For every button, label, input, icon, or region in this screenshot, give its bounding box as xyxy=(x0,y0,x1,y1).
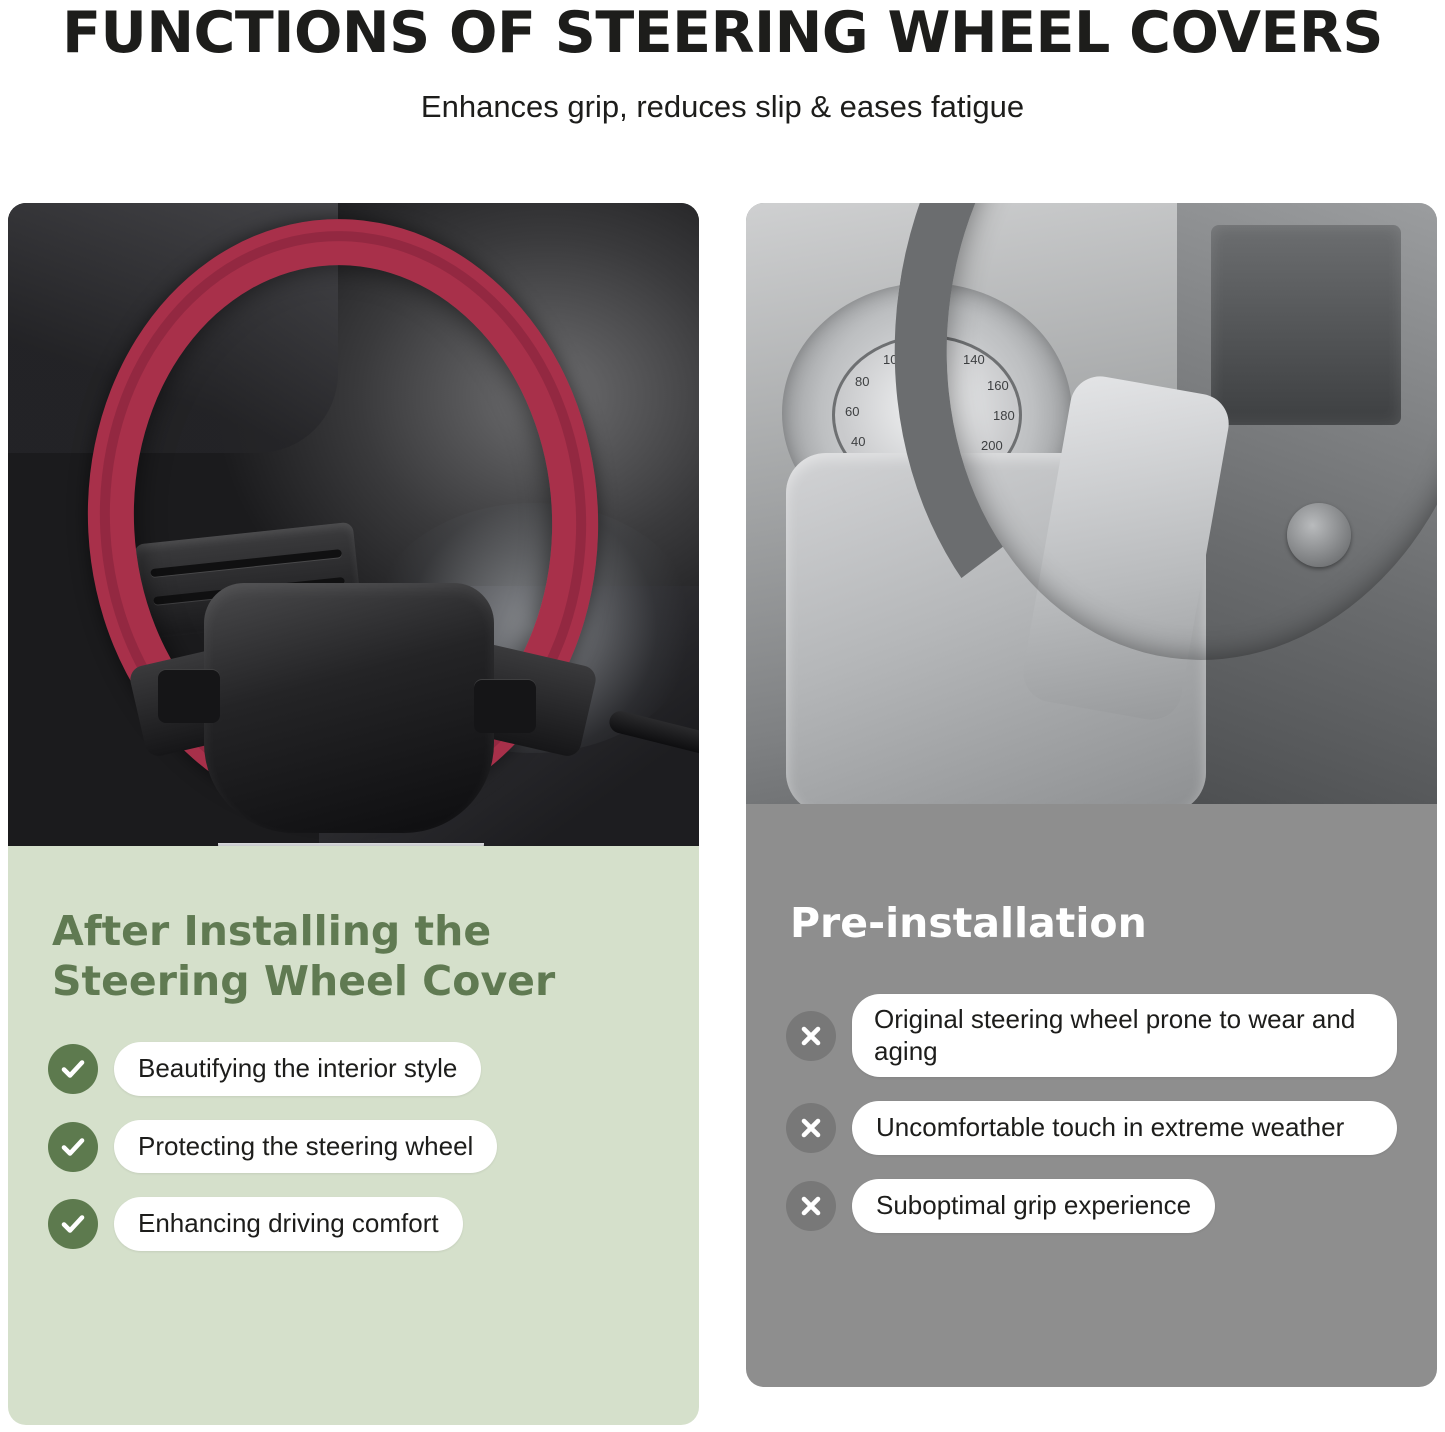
issue-label: Original steering wheel prone to wear and aging xyxy=(852,994,1397,1077)
benefit-label: Protecting the steering wheel xyxy=(114,1120,497,1174)
worn-steering-wheel-image xyxy=(746,203,1437,804)
header xyxy=(0,0,1445,124)
after-installation-photo xyxy=(8,203,699,846)
wheel-button-pad-left xyxy=(158,669,220,723)
cross-icon xyxy=(786,1181,836,1231)
list-item xyxy=(786,1179,1397,1233)
after-installation-body xyxy=(8,846,699,1251)
list-item xyxy=(48,1197,659,1251)
cross-icon xyxy=(786,1103,836,1153)
benefit-label: Enhancing driving comfort xyxy=(114,1197,463,1251)
pre-installation-panel xyxy=(746,203,1437,1387)
speedometer-tick-labels: 40 60 80 100 120 140 160 180 200 xyxy=(845,344,1015,453)
hub-chrome-strip xyxy=(218,843,484,846)
check-icon xyxy=(48,1199,98,1249)
wheel-button-pad-right xyxy=(474,679,536,733)
check-icon xyxy=(48,1044,98,1094)
car-interior-image xyxy=(8,203,699,846)
pre-installation-issue-list xyxy=(772,994,1411,1233)
list-item xyxy=(48,1120,659,1174)
list-item xyxy=(48,1042,659,1096)
after-installation-heading: After Installing the Steering Wheel Cover xyxy=(52,907,556,1006)
benefit-label: Beautifying the interior style xyxy=(114,1042,481,1096)
page-subtitle: Enhances grip, reduces slip & eases fatigue xyxy=(420,88,1025,124)
comparison-panels xyxy=(8,203,1437,1425)
after-installation-benefit-list xyxy=(34,1042,673,1251)
check-icon xyxy=(48,1122,98,1172)
pre-installation-body xyxy=(746,804,1437,1233)
steering-wheel-hub xyxy=(204,583,494,833)
cross-icon xyxy=(786,1011,836,1061)
list-item xyxy=(786,1101,1397,1155)
list-item xyxy=(786,994,1397,1077)
issue-label: Suboptimal grip experience xyxy=(852,1179,1215,1233)
page-title: FUNCTIONS OF STEERING WHEEL COVERS xyxy=(62,0,1383,66)
after-installation-panel xyxy=(8,203,699,1425)
pre-installation-photo xyxy=(746,203,1437,804)
issue-label: Uncomfortable touch in extreme weather xyxy=(852,1101,1397,1155)
pre-installation-heading: Pre-installation xyxy=(790,899,1147,947)
